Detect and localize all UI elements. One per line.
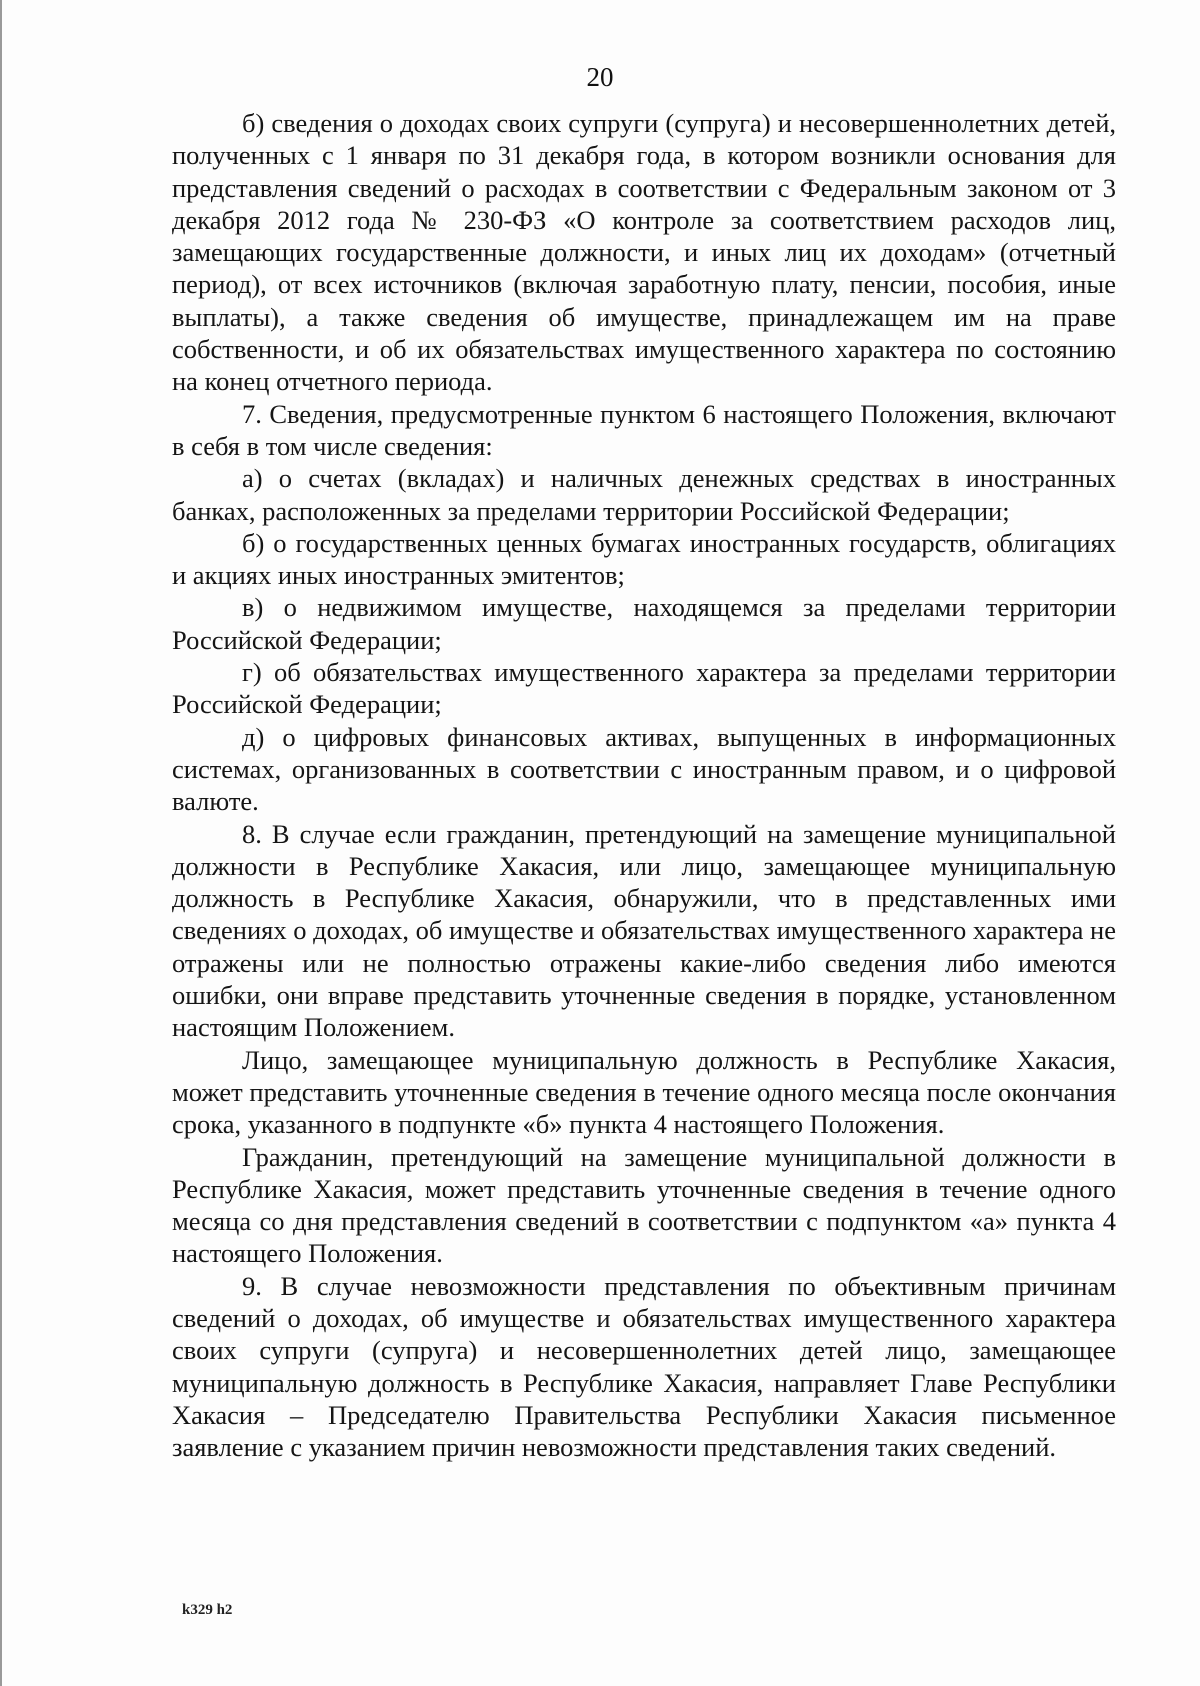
paragraph-item-8-official: Лицо, замещающее муниципальную должность в Республике Хакасия, может представить уточненные сведения в течение одного месяца после окончания срока, указанного в подпункте «б» пункта 4 настоящего Положения. bbox=[172, 1044, 1116, 1140]
scan-edge-line bbox=[0, 0, 2, 1686]
paragraph-item-7v: в) о недвижимом имуществе, находящемся за пределами территории Российской Федерации; bbox=[172, 592, 1116, 655]
paragraph-item-7: 7. Сведения, предусмотренные пунктом 6 настоящего Положения, включают в себя в том числе сведения: bbox=[172, 398, 1116, 461]
paragraph-income-spouse: б) сведения о доходах своих супруги (супруга) и несовершеннолетних детей, полученных с 1 января по 31 декабря года, в котором возникли основания для представления сведений о расходах в соответствии с Федеральным законом от 3 декабря 2012 года № 230-ФЗ «О контроле за соответствием расходов лиц, замещающих государственные должности, и иных лиц их доходам» (отчетный период), от всех источников (включая заработную плату, пенсии, пособия, иные выплаты), а также сведения об имуществе, принадлежащем им на праве собственности, и об их обязательствах имущественного характера по состоянию на конец отчетного периода. bbox=[172, 108, 1116, 397]
paragraph-item-7b: б) о государственных ценных бумагах иностранных государств, облигациях и акциях иных иностранных эмитентов; bbox=[172, 527, 1116, 591]
paragraph-item-8-citizen: Гражданин, претендующий на замещение муниципальной должности в Республике Хакасия, может представить уточненные сведения в течение одного месяца со дня представления сведений в соответствии с подпунктом «а» пункта 4 настоящего Положения. bbox=[172, 1141, 1116, 1269]
paragraph-item-7a: а) о счетах (вкладах) и наличных денежных средствах в иностранных банках, расположенных за пределами территории Российской Федерации; bbox=[172, 463, 1116, 526]
paragraph-item-8: 8. В случае если гражданин, претендующий на замещение муниципальной должности в Республике Хакасия, или лицо, замещающее муниципальную должность в Республике Хакасия, обнаружили, что в представленных ими сведениях о доходах, об имуществе и обязательствах имущественного характера не отражены или не полностью отражены какие-либо сведения либо имеются ошибки, они вправе представить уточненные сведения в порядке, установленном настоящим Положением. bbox=[172, 818, 1116, 1043]
document-body bbox=[172, 107, 1116, 1463]
paragraph-item-7g: г) об обязательствах имущественного характера за пределами территории Российской Федерации; bbox=[172, 657, 1116, 720]
paragraph-item-9: 9. В случае невозможности представления по объективным причинам сведений о доходах, об имуществе и обязательствах имущественного характера своих супруги (супруга) и несовершеннолетних детей лицо, замещающее муниципальную должность в Республике Хакасия, направляет Главе Республики Хакасия – Председателю Правительства Республики Хакасия письменное заявление с указанием причин невозможности представления таких сведений. bbox=[172, 1270, 1116, 1463]
paragraph-item-7d: д) о цифровых финансовых активах, выпущенных в информационных системах, организованных в соответствии с иностранным правом, и о цифровой валюте. bbox=[172, 721, 1116, 817]
page-number: 20 bbox=[586, 62, 614, 92]
footer-document-code: k329 h2 bbox=[182, 1602, 233, 1618]
